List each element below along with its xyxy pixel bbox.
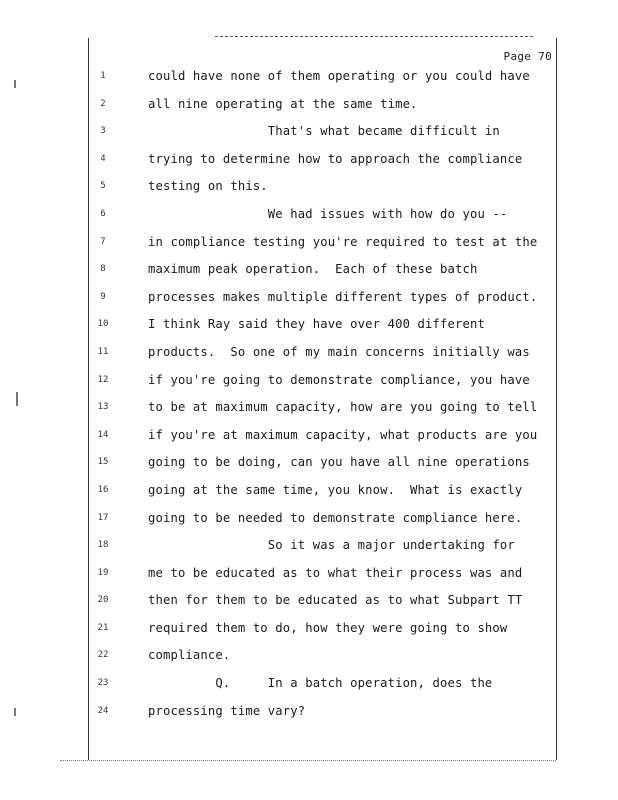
- transcript-line: [0, 673, 618, 701]
- transcript-lines: [0, 66, 618, 728]
- line-number: 22: [97, 650, 109, 661]
- line-text: going to be doing, can you have all nine operations: [148, 455, 530, 470]
- line-number: 18: [97, 540, 109, 551]
- line-number: 1: [100, 71, 106, 81]
- line-text: going at the same time, you know. What is exactly: [148, 482, 523, 497]
- transcript-line: [0, 425, 618, 453]
- transcript-line: [0, 480, 618, 508]
- line-number: 2: [100, 98, 106, 109]
- transcript-line: [0, 535, 618, 563]
- line-number: 4: [100, 153, 106, 164]
- line-number: 6: [100, 208, 106, 219]
- line-text: maximum peak operation. Each of these batch: [148, 262, 478, 277]
- line-text: required them to do, how they were going to show: [148, 620, 508, 635]
- line-text: in compliance testing you're required to test at the: [148, 234, 538, 249]
- line-text: to be at maximum capacity, how are you going to tell: [148, 400, 538, 415]
- page-number: Page 70: [503, 50, 552, 63]
- line-number: 10: [97, 319, 109, 330]
- line-number: 23: [97, 678, 109, 689]
- transcript-line: [0, 259, 618, 287]
- transcript-line: [0, 508, 618, 536]
- line-number: 13: [97, 402, 109, 413]
- line-text: I think Ray said they have over 400 different: [148, 317, 485, 332]
- transcript-line: [0, 204, 618, 232]
- line-number: 24: [97, 705, 109, 716]
- transcript-line: [0, 314, 618, 342]
- transcript-line: [0, 645, 618, 673]
- transcript-line: [0, 121, 618, 149]
- bottom-border: [60, 760, 556, 761]
- transcript-line: [0, 232, 618, 260]
- line-text: going to be needed to demonstrate compliance here.: [148, 510, 523, 525]
- transcript-line: [0, 452, 618, 480]
- transcript-line: [0, 342, 618, 370]
- line-number: 12: [97, 374, 109, 385]
- transcript-line: [0, 590, 618, 618]
- line-number: 7: [100, 236, 106, 247]
- line-number: 11: [97, 346, 109, 357]
- line-number: 15: [97, 457, 109, 468]
- transcript-line: [0, 287, 618, 315]
- transcript-line: [0, 397, 618, 425]
- line-text: trying to determine how to approach the compliance: [148, 151, 523, 166]
- line-number: 14: [97, 429, 109, 440]
- transcript-line: [0, 370, 618, 398]
- transcript-line: [0, 618, 618, 646]
- line-text: processing time vary?: [148, 703, 306, 718]
- line-text: if you're going to demonstrate compliance, you have: [148, 372, 530, 387]
- transcript-line: [0, 701, 618, 729]
- line-number: 19: [97, 567, 109, 578]
- line-text: could have none of them operating or you could have: [148, 69, 530, 83]
- line-number: 5: [100, 181, 106, 192]
- line-text: testing on this.: [148, 179, 268, 194]
- line-text: then for them to be educated as to what Subpart TT: [148, 593, 523, 608]
- transcript-line: [0, 94, 618, 122]
- line-number: 20: [97, 595, 109, 606]
- line-number: 8: [100, 264, 106, 275]
- transcript-line: [0, 563, 618, 591]
- line-number: 21: [97, 622, 109, 633]
- line-number: 16: [97, 484, 109, 495]
- line-text: Q. In a batch operation, does the: [148, 676, 493, 691]
- line-number: 9: [100, 291, 106, 302]
- transcript-line: [0, 176, 618, 204]
- line-text: all nine operating at the same time.: [148, 96, 418, 111]
- line-text: compliance.: [148, 648, 231, 663]
- line-number: 3: [100, 126, 106, 137]
- line-text: products. So one of my main concerns initially was: [148, 344, 530, 359]
- line-text: We had issues with how do you --: [148, 206, 508, 221]
- line-text: if you're at maximum capacity, what products are you: [148, 427, 538, 442]
- line-text: processes makes multiple different types of product.: [148, 289, 538, 304]
- transcript-line: [0, 149, 618, 177]
- line-text: So it was a major undertaking for: [148, 538, 515, 553]
- line-number: 17: [97, 512, 109, 523]
- transcript-line: [0, 66, 618, 94]
- top-border: [215, 36, 533, 37]
- line-text: me to be educated as to what their process was and: [148, 565, 523, 580]
- line-text: That's what became difficult in: [148, 124, 500, 139]
